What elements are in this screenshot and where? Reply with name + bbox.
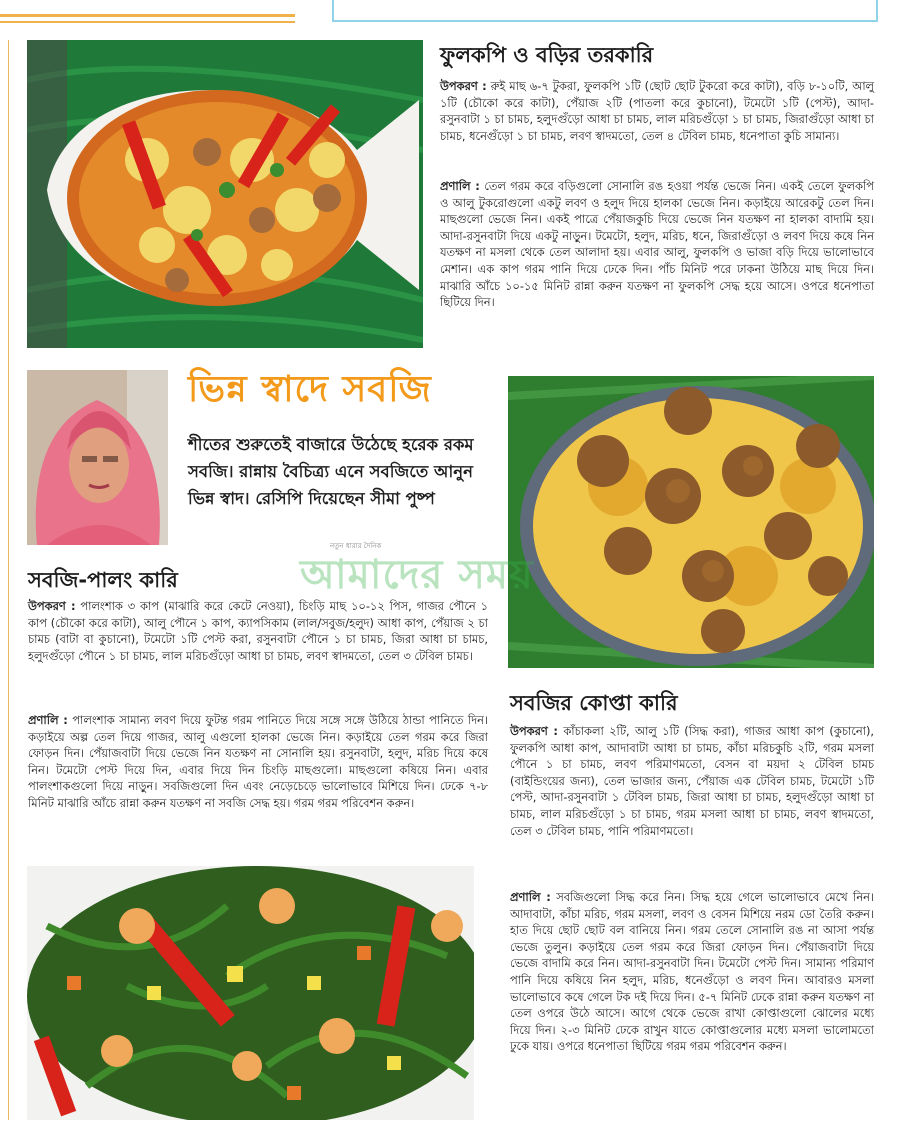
spinach-curry-photo [27, 866, 474, 1120]
watermark-logo: আমাদের সময় [300, 552, 534, 598]
recipe-2-title: সবজি-পালং কারি [28, 568, 178, 592]
recipe-1-ingredients [440, 78, 874, 144]
recipe-3-ingredients [510, 723, 874, 839]
recipe-2-method [28, 712, 488, 812]
ingredients-text: পালংশাক ৩ কাপ (মাঝারি করে কেটে নেওয়া), চিংড়ি মাছ ১০-১২ পিস, গাজর পৌনে ১ কাপ (চৌকো করে কাটা), আলু পৌনে ১ কাপ, ক্যাপসিকাম (লাল/সবুজ/হলুদ) আধা কাপ, পেঁয়াজ ২ চা চামচ (বাটা বা কুচানো), টমেটো ১টি পেস্ট করা, রসুনবাটা পৌনে ১ চা চামচ, জিরা আধা চা চামচ, হলুদগুঁড়ো পৌনে ১ চা চামচ, লাল মরিচগুঁড়ো আধা চা চামচ, লবণ স্বাদমতো, তেল ৩ টেবিল চামচ। [28, 599, 488, 663]
method-label: প্রণালি : [28, 713, 68, 727]
method-text: পালংশাক সামান্য লবণ দিয়ে ফুটন্ত গরম পানিতে দিয়ে সঙ্গে সঙ্গে উঠিয়ে ঠান্ডা পানিতে দিন। কড়াইয়ে অল্প তেল দিয়ে গাজর, আলু এগুলো হালকা ভেজে নিন। কড়াইয়ে তেল গরম করে জিরা ফোড়ন দিন। পেঁয়াজবাটা দিয়ে ভেজে নিন যতক্ষণ না সোনালি হয়। রসুনবাটা, হলুদ, মরিচ দিয়ে কষে নিন। টমেটো পেস্ট দিয়ে দিন, এবার দিয়ে দিন চিংড়ি মাছগুলো। মাছগুলো কষিয়ে নিন। এবার পালংশাকগুলো দিয়ে নাড়ুন। সবজিগুলো দিন এবং নেড়েচেড়ে ভালোভাবে মিশিয়ে দিন। ঢেকে ৭-৮ মিনিট মাঝারি আঁচে রান্না করুন যতক্ষণ না সবজি সেদ্ধ হয়। গরম গরম পরিবেশন করুন। [28, 713, 488, 810]
ingredients-label: উপকরণ : [28, 599, 76, 613]
recipe-1-method [440, 178, 874, 311]
feature-intro [188, 431, 498, 512]
kofta-curry-photo [508, 376, 874, 668]
ingredients-text: রুই মাছ ৬-৭ টুকরা, ফুলকপি ১টি (ছোট ছোট টুকরো করে কাটা), বড়ি ৮-১০টি, আলু ১টি (চৌকো করে কাটা), পেঁয়াজ ২টি (পাতলা করে কুচানো), টমেটো ১টি (পেস্ট), আদা-রসুনবাটা ১ চা চামচ, হলুদগুঁড়ো আধা চা চামচ, লাল মরিচগুঁড়ো ১ চা চামচ, জিরাগুঁড়ো আধা চা চামচ, ধনেগুঁড়ো ১ চা চামচ, লবণ স্বাদমতো, তেল ৪ টেবিল চামচ, ধনেপাতা কুচি সামান্য। [440, 79, 875, 143]
method-text: সবজিগুলো সিদ্ধ করে নিন। সিদ্ধ হয়ে গেলে ভালোভাবে মেখে নিন। আদাবাটা, কাঁচা মরিচ, গরম মসলা, লবণ ও বেসন মিশিয়ে নরম ডো তৈরি করুন। হাত দিয়ে ছোট ছোট বল বানিয়ে নিন। গরম তেলে সোনালি রঙ না আসা পর্যন্ত ভেজে তুলুন। কড়াইয়ে তেল গরম করে জিরা ফোড়ন দিন। পেঁয়াজবাটা দিয়ে ভেজে বাদামি করে নিন। আদা-রসুনবাটা দিন। টমেটো পেস্ট দিন। সামান্য পরিমাণ পানি দিয়ে কষিয়ে নিন হলুদ, মরিচ, ধনেগুঁড়ো ও লবণ দিন। আবারও মসলা ভালোভাবে কষে গেলে টক দই দিয়ে দিন। ৫-৭ মিনিট ঢেকে রান্না করুন যতক্ষণ না তেল ওপরে উঠে আসে। আগে থেকে ভেজে রাখা কোপ্তাগুলো ঝোলের মধ্যে দিয়ে দিন। ২-৩ মিনিট ঢেকে রাখুন যাতে কোপ্তাগুলোর মধ্যে মসলা ভালোমতো ঢুকে যায়। ওপরে ধনেপাতা ছিটিয়ে গরম গরম পরিবেশন করুন। [510, 890, 874, 1054]
method-label: প্রণালি : [510, 890, 551, 904]
method-label: প্রণালি : [440, 179, 480, 193]
feature-title: ভিন্ন স্বাদে সবজি [188, 369, 432, 410]
ingredients-label: উপকরণ : [510, 724, 558, 738]
intro-text: শীতের শুরুতেই বাজারে উঠেছে হরেক রকম সবজি। রান্নায় বৈচিত্র্য এনে সবজিতে আনুন ভিন্ন স্বাদ। রেসিপি দিয়েছেন [188, 435, 474, 508]
watermark-tagline: নতুন ধারার দৈনিক [330, 542, 382, 550]
recipe-2-ingredients [28, 598, 488, 664]
top-rule [0, 14, 295, 17]
ingredients-label: উপকরণ : [440, 79, 487, 93]
cauliflower-curry-photo [27, 40, 423, 348]
method-text: তেল গরম করে বড়িগুলো সোনালি রঙ হওয়া পর্যন্ত ভেজে নিন। একই তেলে ফুলকপি ও আলু টুকরোগুলো একটু লবণ ও হলুদ দিয়ে হালকা ভেজে নিন। কড়াইয়ে আরেকটু তেল দিন। মাছগুলো ভেজে নিন। একই পাত্রে পেঁয়াজকুচি দিয়ে ভেজে নিন যতক্ষণ না হালকা বাদামি হয়। আদা-রসুনবাটা দিয়ে একটু নাড়ুন। টমেটো, হলুদ, মরিচ, ধনে, জিরাগুঁড়ো ও লবণ দিয়ে কষে নিন যতক্ষণ না মসলা থেকে তেল আলাদা হয়। এবার আলু, ফুলকপি ও ভাজা বড়ি দিয়ে ভালোভাবে মেশান। এক কাপ গরম পানি দিয়ে ঢেকে দিন। পাঁচ মিনিট পরে ঢাকনা উঠিয়ে মাছ দিয়ে দিন। মাঝারি আঁচে ১০-১৫ মিনিট রান্না করুন যতক্ষণ না ফুলকপি সেদ্ধ হয়ে আসে। ওপরে ধনেপাতা ছিটিয়ে দিন। [440, 179, 874, 310]
recipe-3-title: সবজির কোপ্তা কারি [510, 691, 678, 715]
recipe-1-title: ফুলকপি ও বড়ির তরকারি [440, 43, 654, 67]
recipe-3-method [510, 889, 874, 1055]
author-photo [27, 370, 168, 545]
top-rule-2 [0, 21, 295, 23]
author-name: সীমা পুষ্প [370, 489, 435, 508]
top-box [332, 0, 878, 22]
ingredients-text: কাঁচাকলা ২টি, আলু ১টি (সিদ্ধ করা), গাজর আধা কাপ (কুচানো), ফুলকপি আধা কাপ, আদাবাটা আধা চা চামচ, কাঁচা মরিচকুচি ২টি, গরম মসলা পৌনে ১ চা চামচ, লবণ পরিমাণমতো, বেসন বা ময়দা ২ টেবিল চামচ (বাইন্ডিংয়ের জন্য), তেল ভাজার জন্য, পেঁয়াজ এক টেবিল চামচ, টমেটো ১টি পেস্ট, আদা-রসুনবাটা ১ টেবিল চামচ, জিরা আধা চা চামচ, হলুদগুঁড়ো আধা চা চামচ, লাল মরিচগুঁড়ো ১ চা চামচ, গরম মসলা আধা চা চামচ, লবণ স্বাদমতো, তেল ৩ টেবিল চামচ, পানি পরিমাণমতো। [510, 724, 875, 838]
column-rule [8, 40, 9, 1120]
